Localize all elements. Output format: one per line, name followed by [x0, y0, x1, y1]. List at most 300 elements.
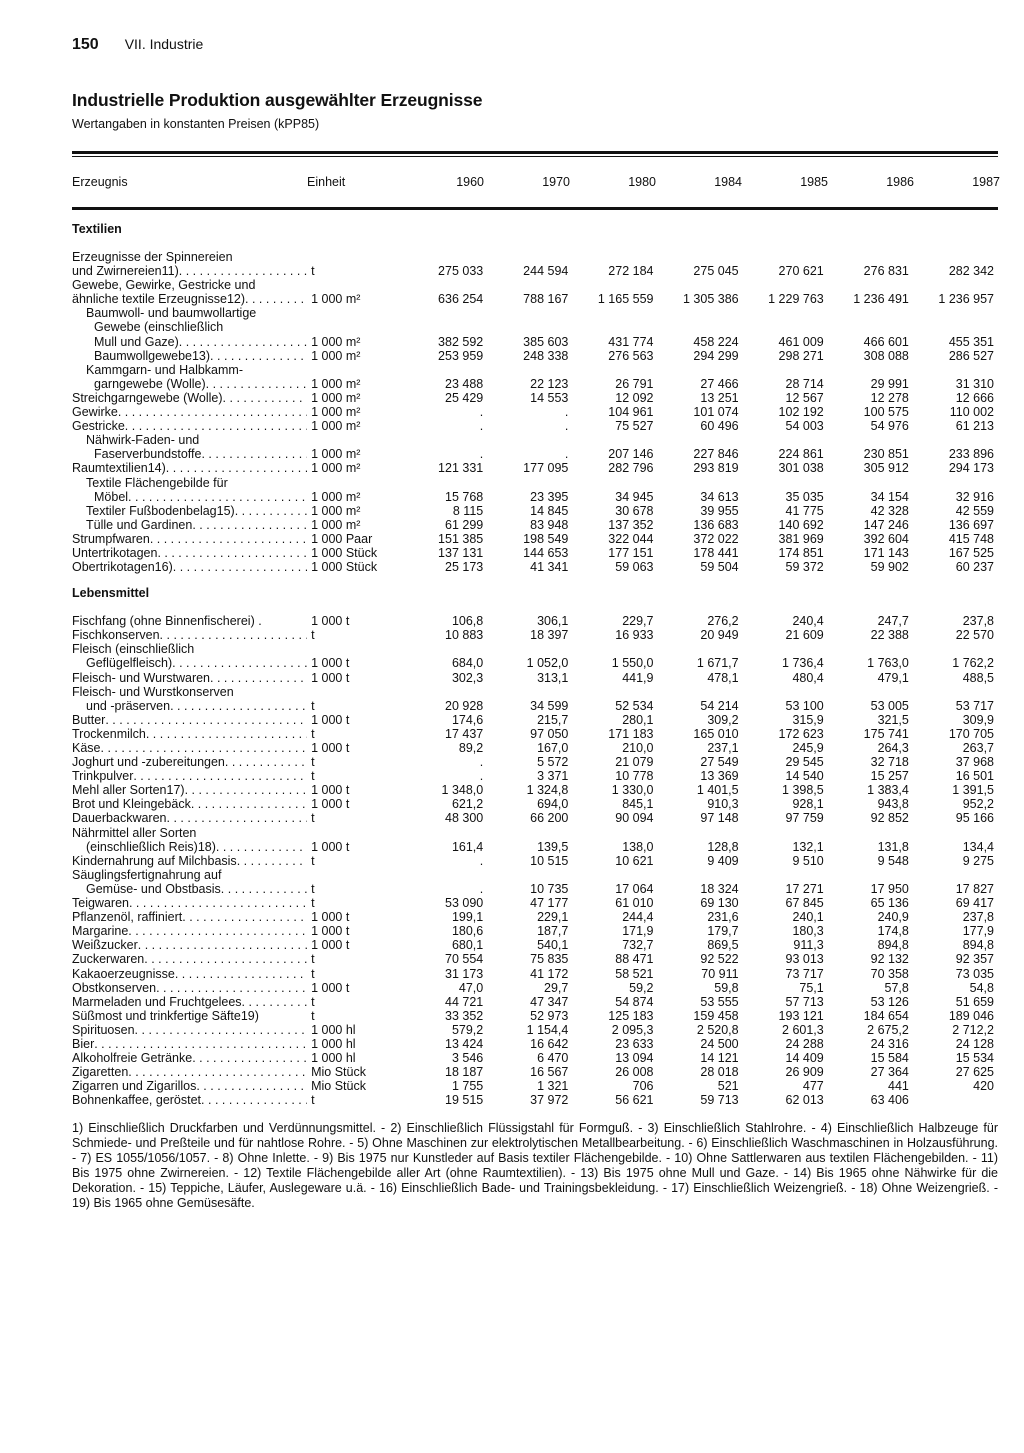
value-cell: 128,8 — [707, 839, 739, 854]
value-cell: 53 100 — [785, 698, 824, 713]
value-cell: 39 955 — [700, 503, 739, 518]
value-cell: 178 441 — [693, 545, 739, 560]
row-label-line — [72, 967, 307, 981]
row-label — [72, 769, 307, 783]
value-cell: 165 010 — [693, 726, 739, 741]
row-label-line — [72, 1093, 307, 1107]
leader-dots — [118, 405, 307, 419]
value-cell: 97 759 — [785, 811, 824, 826]
value-cell: 58 521 — [615, 966, 654, 981]
leader-dots — [128, 924, 307, 938]
column-year: 1984 — [714, 175, 742, 189]
row-label — [72, 518, 307, 532]
column-product: Erzeugnis — [72, 175, 128, 189]
row-label-line — [72, 419, 307, 433]
row-label-line — [72, 995, 307, 1009]
table-row — [72, 924, 998, 938]
row-unit: t — [311, 726, 315, 741]
value-cell: 9 409 — [707, 853, 739, 868]
table-row — [72, 518, 998, 532]
value-cell: 54 214 — [700, 698, 739, 713]
value-cell: 70 911 — [701, 966, 739, 981]
row-label-line — [72, 476, 307, 490]
value-cell: 237,1 — [707, 741, 739, 755]
table-row — [72, 1037, 998, 1051]
row-label-line — [72, 685, 307, 699]
value-cell: 179,7 — [707, 924, 739, 939]
row-label — [72, 363, 307, 391]
row-unit: t — [311, 698, 315, 713]
value-cell: 229,1 — [537, 910, 569, 925]
value-cell: 1 165 559 — [597, 292, 654, 307]
column-year: 1987 — [972, 175, 1000, 189]
value-cell: 10 621 — [615, 853, 654, 868]
row-unit: 1 000 m² — [311, 348, 361, 363]
table-row — [72, 546, 998, 560]
leader-dots — [192, 1051, 307, 1065]
value-cell: 382 592 — [438, 334, 484, 349]
value-cell: 455 351 — [948, 334, 994, 349]
value-cell: 199,1 — [451, 910, 484, 925]
row-label-text: Textile Flächengebilde für — [86, 475, 228, 490]
row-label-text: Zigarren und Zigarillos — [72, 1079, 197, 1094]
value-cell: 1 763,0 — [867, 656, 909, 671]
value-cell: 282 796 — [608, 461, 654, 476]
value-cell: 59 902 — [870, 560, 909, 575]
value-cell: 54 003 — [785, 419, 824, 434]
value-cell: 18 187 — [445, 1065, 484, 1080]
row-label-text: Fleisch (einschließlich — [72, 642, 195, 657]
leader-dots — [179, 335, 307, 349]
footnotes: 1) Einschließlich Druckfarben und Verdünnungsmittel. - 2) Einschließlich Flüssigstahl für Formguß. - 3) Einschließlich Stahlrohre. - 4) Einschließlich Halbzeuge für Schmiede- und Preßteile und für nahtlose Rohre. - 5) Ohne Maschinen zur elektrolytischen Metallbearbeitung. - 6) Einschließlich Waschmaschinen in Holzausführung. - 7) ES 1055/1056/1057. - 8) Ohne Inlette. - 9) Bis 1975 nur Kunstleder auf Basis textiler Flächengebilde. - 10) Ohne Sattlerwaren aus textilen Flächengebilden. - 11) Bis 1975 ohne Zwirnereien. - 12) Textile Flächengebilde aller Art (ohne Raumtextilien). - 13) Bis 1975 ohne Mull und Gaze. - 14) Bis 1965 ohne Nähwirke für die Dekoration. - 15) Teppiche, Läufer, Auslegeware u.ä. - 16) Einschließlich Bade- und Trainingsbekleidung. - 17) Einschließlich Weizengrieß. - 18) Ohne Weizengrieß. - 19) Bis 1965 ohne Gemüsesäfte. — [72, 1121, 998, 1211]
table-row — [72, 504, 998, 518]
table-row — [72, 741, 998, 755]
table-row — [72, 685, 998, 713]
value-cell: 13 424 — [445, 1036, 484, 1051]
row-unit: 1 000 m² — [311, 461, 361, 476]
leader-dots — [210, 349, 307, 363]
leader-dots — [221, 882, 307, 896]
table-row — [72, 306, 998, 348]
row-label-text: und -präserven — [86, 698, 171, 713]
row-label-text: Käse — [72, 741, 101, 755]
row-label-line — [72, 910, 307, 924]
leader-dots — [128, 490, 307, 504]
row-label-text: Kakaoerzeugnisse — [72, 966, 175, 981]
value-cell: 415 748 — [948, 531, 994, 546]
value-cell: 88 471 — [615, 952, 654, 967]
value-cell: 276,2 — [707, 614, 739, 629]
value-cell: . — [479, 853, 484, 868]
value-cell: 1 391,5 — [952, 783, 994, 798]
leader-dots — [128, 1065, 307, 1079]
value-cell: 75 835 — [530, 952, 569, 967]
value-cell: 621,2 — [451, 797, 484, 812]
value-cell: 18 324 — [700, 881, 739, 896]
table-row — [72, 560, 998, 574]
row-label — [72, 868, 307, 896]
value-cell: 23 488 — [445, 376, 484, 391]
value-cell: 161,4 — [451, 839, 484, 854]
leader-dots — [196, 1079, 307, 1093]
value-cell: 10 515 — [530, 853, 569, 868]
row-label-line — [72, 278, 307, 292]
value-cell: 263,7 — [962, 741, 994, 755]
value-cell: 100 575 — [863, 405, 909, 420]
value-cell: 24 288 — [785, 1036, 824, 1051]
table-row — [72, 952, 998, 966]
row-label-line — [72, 377, 307, 391]
value-cell: . — [479, 447, 484, 462]
row-unit: 1 000 hl — [311, 1022, 356, 1037]
table-row — [72, 250, 998, 278]
value-cell: 54,8 — [969, 980, 994, 995]
value-cell: 53 005 — [870, 698, 909, 713]
value-cell: 198 549 — [523, 531, 569, 546]
value-cell: 180,3 — [792, 924, 824, 939]
value-cell: 53 090 — [445, 896, 484, 911]
row-label — [72, 476, 307, 504]
table-row — [72, 391, 998, 405]
row-label-text: (einschließlich Reis)18) — [86, 839, 216, 854]
row-label-text: Gestricke — [72, 419, 125, 434]
row-label — [72, 910, 307, 924]
value-cell: 1 348,0 — [441, 783, 484, 798]
row-label-text: Nährmittel aller Sorten — [72, 825, 197, 840]
value-cell: 35 035 — [785, 489, 824, 504]
table-row — [72, 938, 998, 952]
row-label-line — [72, 713, 307, 727]
value-cell: 93 013 — [785, 952, 824, 967]
value-cell: 227 846 — [693, 447, 739, 462]
value-cell: 381 969 — [778, 531, 824, 546]
leader-dots — [167, 811, 308, 825]
row-label — [72, 826, 307, 854]
row-label-text: Joghurt und -zubereitungen — [72, 755, 225, 770]
value-cell: 272 184 — [608, 264, 654, 279]
value-cell: 276 831 — [863, 264, 909, 279]
value-cell: 23 633 — [615, 1036, 654, 1051]
value-cell: 12 278 — [870, 390, 909, 405]
value-cell: 175 741 — [863, 726, 909, 741]
row-label-line — [72, 1037, 307, 1051]
value-cell: 172 623 — [778, 726, 824, 741]
value-cell: . — [564, 405, 569, 420]
value-cell: 132,1 — [792, 839, 824, 854]
row-label-text: und Zwirnereien11) — [72, 264, 179, 279]
leader-dots — [105, 713, 307, 727]
row-label-line — [72, 769, 307, 783]
row-unit: 1 000 hl — [311, 1036, 356, 1051]
value-cell: 540,1 — [537, 938, 569, 953]
value-cell: 480,4 — [792, 670, 824, 685]
value-cell: 1 229 763 — [768, 292, 824, 307]
value-cell: 294 173 — [948, 461, 994, 476]
row-label — [72, 952, 307, 966]
leader-dots — [191, 797, 307, 811]
value-cell: 210,0 — [622, 741, 654, 755]
row-label-line — [72, 560, 307, 574]
value-cell: 952,2 — [962, 797, 994, 812]
value-cell: 1 236 957 — [938, 292, 994, 307]
table-row — [72, 995, 998, 1009]
row-label-line — [72, 628, 307, 642]
value-cell: 321,5 — [877, 712, 909, 727]
row-label-text: Streichgarngewebe (Wolle) — [72, 390, 223, 405]
value-cell: 313,1 — [537, 670, 569, 685]
row-label-text: Raumtextilien14) — [72, 461, 166, 476]
leader-dots — [173, 560, 307, 574]
row-label — [72, 797, 307, 811]
table-subtitle: Wertangaben in konstanten Preisen (kPP85) — [72, 117, 320, 131]
value-cell: 2 712,2 — [952, 1022, 994, 1037]
value-cell: 53 555 — [700, 994, 739, 1009]
column-year: 1960 — [456, 175, 484, 189]
value-cell: 215,7 — [537, 712, 569, 727]
value-cell: 66 200 — [530, 811, 569, 826]
table-row — [72, 476, 998, 504]
row-label-line — [72, 699, 307, 713]
value-cell: 2 095,3 — [611, 1022, 654, 1037]
leader-dots — [101, 741, 308, 755]
value-cell: 28 714 — [785, 376, 824, 391]
value-cell: 15 584 — [870, 1051, 909, 1066]
row-label-text: Pflanzenöl, raffiniert — [72, 910, 183, 925]
value-cell: 102 192 — [778, 405, 824, 420]
header-rule — [72, 207, 998, 210]
value-cell: 286 527 — [948, 348, 994, 363]
leader-dots — [157, 546, 307, 560]
value-cell: 101 074 — [693, 405, 739, 420]
column-year: 1970 — [542, 175, 570, 189]
value-cell: 845,1 — [622, 797, 654, 812]
row-label-text: Trockenmilch — [72, 726, 146, 741]
value-cell: 732,7 — [622, 938, 654, 953]
row-unit: t — [311, 628, 315, 643]
table-row — [72, 642, 998, 670]
row-label-text: Weißzucker — [72, 938, 138, 953]
value-cell: 1 550,0 — [611, 656, 654, 671]
value-cell: . — [479, 405, 484, 420]
value-cell: 16 642 — [530, 1036, 569, 1051]
leader-dots — [192, 518, 307, 532]
leader-dots — [138, 938, 307, 952]
row-label-line — [72, 391, 307, 405]
value-cell: 1 736,4 — [782, 656, 824, 671]
row-label-text: Obstkonserven — [72, 980, 157, 995]
value-cell: 1 383,4 — [867, 783, 909, 798]
page-number: 150 — [72, 36, 99, 53]
value-cell: 28 018 — [700, 1065, 739, 1080]
row-label-text: Nähwirk-Faden- und — [86, 433, 200, 448]
table-row — [72, 967, 998, 981]
row-unit: 1 000 m² — [311, 292, 361, 307]
chapter-title: VII. Industrie — [124, 36, 204, 52]
row-unit: t — [311, 896, 315, 911]
row-label — [72, 741, 307, 755]
value-cell: 53 717 — [955, 698, 994, 713]
row-unit: 1 000 Stück — [311, 545, 378, 560]
value-cell: 276 563 — [608, 348, 654, 363]
value-cell: 57,8 — [884, 980, 909, 995]
value-cell: . — [479, 769, 484, 784]
table-row — [72, 628, 998, 642]
value-cell: 1 321 — [537, 1079, 569, 1094]
row-label — [72, 504, 307, 518]
value-cell: 14 540 — [785, 769, 824, 784]
row-unit: 1 000 t — [311, 670, 350, 685]
value-cell: 788 167 — [523, 292, 569, 307]
table-row — [72, 1023, 998, 1037]
row-label — [72, 671, 307, 685]
value-cell: 34 599 — [530, 698, 569, 713]
value-cell: 322 044 — [608, 531, 654, 546]
row-unit: 1 000 t — [311, 783, 350, 798]
row-label — [72, 642, 307, 670]
row-label-line — [72, 306, 307, 320]
value-cell: 244,4 — [622, 910, 654, 925]
row-label-text: Säuglingsfertignahrung auf — [72, 867, 222, 882]
value-cell: 34 945 — [615, 489, 654, 504]
row-unit: 1 000 Stück — [311, 560, 378, 575]
value-cell: 298 271 — [778, 348, 824, 363]
row-label-line — [72, 924, 307, 938]
value-cell: 29 545 — [785, 755, 824, 770]
row-label-text: Textiler Fußbodenbelag15) — [86, 503, 235, 518]
leader-dots — [185, 783, 308, 797]
value-cell: 147 246 — [863, 517, 909, 532]
value-cell: . — [564, 447, 569, 462]
table-row — [72, 1051, 998, 1065]
value-cell: 13 251 — [700, 390, 739, 405]
row-label — [72, 1051, 307, 1065]
value-cell: 1 236 491 — [853, 292, 909, 307]
value-cell: 69 417 — [955, 896, 994, 911]
row-label-line — [72, 1065, 307, 1079]
row-unit: t — [311, 853, 315, 868]
value-cell: 294 299 — [693, 348, 739, 363]
table-row — [72, 797, 998, 811]
row-label-line — [72, 518, 307, 532]
value-cell: 1 305 386 — [683, 292, 739, 307]
row-label-line — [72, 826, 307, 840]
value-cell: 67 845 — [785, 896, 824, 911]
row-label-line — [72, 755, 307, 769]
row-label-line — [72, 250, 307, 264]
row-label — [72, 967, 307, 981]
value-cell: . — [479, 755, 484, 770]
value-cell: 44 721 — [445, 994, 484, 1009]
row-label-text: Baumwoll- und baumwollartige — [86, 306, 257, 321]
value-cell: 177,9 — [962, 924, 994, 939]
value-cell: 57 713 — [785, 994, 824, 1009]
row-label-text: Margarine — [72, 924, 129, 939]
value-cell: 2 520,8 — [696, 1022, 739, 1037]
value-cell: 420 — [973, 1079, 994, 1094]
value-cell: 9 548 — [877, 853, 909, 868]
value-cell: 171 183 — [608, 726, 654, 741]
value-cell: 458 224 — [693, 334, 739, 349]
table-row — [72, 811, 998, 825]
row-label-line — [72, 546, 307, 560]
row-label-line — [72, 292, 307, 306]
row-unit: 1 000 m² — [311, 419, 361, 434]
value-cell: 928,1 — [792, 797, 824, 812]
value-cell: 24 316 — [870, 1036, 909, 1051]
row-label — [72, 628, 307, 642]
value-cell: 180,6 — [451, 924, 484, 939]
value-cell: 90 094 — [615, 811, 654, 826]
value-cell: 92 852 — [870, 811, 909, 826]
row-label-text: Mull und Gaze) — [94, 334, 179, 349]
value-cell: 894,8 — [962, 938, 994, 953]
table-row — [72, 433, 998, 461]
column-year: 1985 — [800, 175, 828, 189]
value-cell: 680,1 — [451, 938, 484, 953]
leader-dots — [242, 995, 308, 1009]
row-label-line — [72, 783, 307, 797]
row-label-text: Trinkpulver — [72, 769, 134, 784]
value-cell: 25 173 — [445, 560, 484, 575]
row-unit: Mio Stück — [311, 1079, 366, 1094]
leader-dots — [182, 910, 307, 924]
value-cell: 159 458 — [693, 1008, 739, 1023]
column-year: 1980 — [628, 175, 656, 189]
value-cell: 8 115 — [452, 503, 484, 518]
value-cell: 477 — [802, 1079, 824, 1094]
value-cell: 441 — [888, 1079, 909, 1094]
value-cell: 14 409 — [785, 1051, 824, 1066]
value-cell: 12 092 — [615, 390, 654, 405]
row-label — [72, 896, 307, 910]
value-cell: 42 328 — [870, 503, 909, 518]
value-cell: 1 401,5 — [696, 783, 739, 798]
value-cell: 1 398,5 — [782, 783, 824, 798]
value-cell: 56 621 — [615, 1093, 654, 1108]
row-label-text: Bier — [72, 1036, 95, 1051]
value-cell: 280,1 — [622, 712, 654, 727]
value-cell: 16 501 — [955, 769, 994, 784]
value-cell: 70 358 — [870, 966, 909, 981]
value-cell: 20 928 — [445, 698, 484, 713]
row-label-line — [72, 811, 307, 825]
table-row — [72, 349, 998, 363]
value-cell: 189 046 — [948, 1008, 994, 1023]
value-cell: 231,6 — [707, 910, 739, 925]
row-label-line — [72, 1051, 307, 1065]
row-unit: t — [311, 769, 315, 784]
row-unit: 1 000 t — [311, 924, 350, 939]
leader-dots — [175, 967, 307, 981]
value-cell: 136 683 — [693, 517, 739, 532]
value-cell: 14 845 — [530, 503, 569, 518]
value-cell: 75 527 — [615, 419, 654, 434]
row-label-text: Gewebe, Gewirke, Gestricke und — [72, 278, 256, 293]
value-cell: 230 851 — [863, 447, 909, 462]
value-cell: 270 621 — [778, 264, 824, 279]
value-cell: 27 364 — [870, 1065, 909, 1080]
value-cell: 138,0 — [622, 839, 654, 854]
value-cell: 309,9 — [962, 712, 994, 727]
row-label — [72, 1079, 307, 1093]
row-label — [72, 854, 307, 868]
value-cell: 943,8 — [877, 797, 909, 812]
leader-dots — [146, 727, 307, 741]
value-cell: 247,7 — [877, 614, 909, 629]
value-cell: 51 659 — [955, 994, 994, 1009]
row-label-line — [72, 938, 307, 952]
row-label-line — [72, 671, 307, 685]
